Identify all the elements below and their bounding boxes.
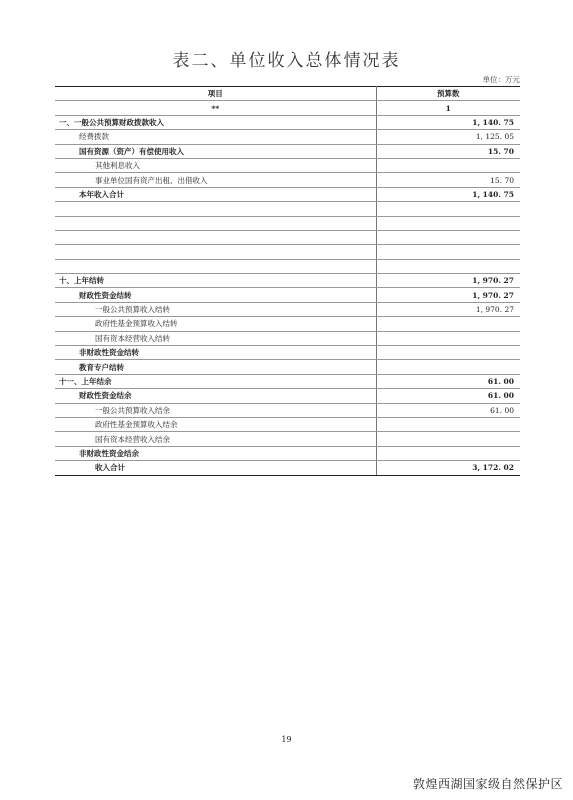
header-item: 项目: [55, 87, 376, 101]
header-budget: 预算数: [376, 87, 520, 101]
row-label: [55, 216, 376, 230]
row-label: [55, 259, 376, 273]
row-value: [376, 446, 520, 460]
table-row: [55, 331, 520, 345]
row-value: [376, 245, 520, 259]
footer-organization: 敦煌西湖国家级自然保护区: [412, 777, 563, 791]
row-label: 国有资本经营收入结余: [55, 432, 376, 446]
row-label: 政府性基金预算收入结转: [55, 317, 376, 331]
table-row: [55, 115, 520, 129]
row-value: [376, 417, 520, 431]
table-row: [55, 302, 520, 316]
table-row: [55, 274, 520, 288]
row-label: 教育专户结转: [55, 360, 376, 374]
row-label: 其他利息收入: [55, 158, 376, 172]
row-value: 1, 970. 27: [376, 302, 520, 316]
subheader-budget: 1: [376, 101, 520, 115]
table-row: [55, 374, 520, 388]
row-value: [376, 432, 520, 446]
row-value: 1, 125. 05: [376, 130, 520, 144]
row-label: 事业单位国有资产出租、出借收入: [55, 173, 376, 187]
row-value: 1, 970. 27: [376, 288, 520, 302]
row-value: [376, 259, 520, 273]
row-value: [376, 230, 520, 244]
row-label: [55, 202, 376, 216]
table-row: [55, 432, 520, 446]
row-value: [376, 317, 520, 331]
row-value: [376, 202, 520, 216]
table-row: [55, 158, 520, 172]
row-label: 国有资本经营收入结转: [55, 331, 376, 345]
row-value: [376, 331, 520, 345]
row-label: 经费拨款: [55, 130, 376, 144]
row-label: 一般公共预算收入结余: [55, 403, 376, 417]
row-label: 一般公共预算收入结转: [55, 302, 376, 316]
page-number: 19: [281, 735, 292, 744]
unit-label: 单位：万元: [482, 75, 520, 84]
row-value: 3, 172. 02: [376, 461, 520, 475]
table-row: [55, 144, 520, 158]
row-label: 十、上年结转: [55, 274, 376, 288]
table-row: [55, 288, 520, 302]
table-row: [55, 216, 520, 230]
table-row: [55, 317, 520, 331]
table-subheader-row: [55, 101, 520, 115]
table-row: [55, 202, 520, 216]
table-row: [55, 403, 520, 417]
row-value: 1, 140. 75: [376, 187, 520, 201]
table-row: [55, 187, 520, 201]
subheader-item: **: [55, 101, 376, 115]
row-label: 非财政性资金结余: [55, 446, 376, 460]
table-header-row: [55, 87, 520, 101]
table-row: [55, 130, 520, 144]
table-row: [55, 245, 520, 259]
row-value: 61. 00: [376, 374, 520, 388]
table-row: [55, 346, 520, 360]
table-row: [55, 461, 520, 475]
row-label: 非财政性资金结转: [55, 346, 376, 360]
row-label: 一、一般公共预算财政拨款收入: [55, 115, 376, 129]
row-value: [376, 158, 520, 172]
row-label: 财政性资金结余: [55, 389, 376, 403]
income-summary-table: [55, 86, 520, 476]
row-value: 1, 140. 75: [376, 115, 520, 129]
page-title: 表二、单位收入总体情况表: [172, 51, 401, 71]
table-row: [55, 173, 520, 187]
row-label: 国有资源（资产）有偿使用收入: [55, 144, 376, 158]
row-label: 本年收入合计: [55, 187, 376, 201]
row-label: 十一、上年结余: [55, 374, 376, 388]
table-row: [55, 360, 520, 374]
table-row: [55, 259, 520, 273]
row-label: [55, 245, 376, 259]
row-value: [376, 346, 520, 360]
row-value: [376, 360, 520, 374]
row-value: 61. 00: [376, 403, 520, 417]
row-value: 1, 970. 27: [376, 274, 520, 288]
row-label: 财政性资金结转: [55, 288, 376, 302]
table-row: [55, 230, 520, 244]
row-value: 61. 00: [376, 389, 520, 403]
table-row: [55, 417, 520, 431]
row-value: 15. 70: [376, 144, 520, 158]
row-label: 政府性基金预算收入结余: [55, 417, 376, 431]
row-value: 15. 70: [376, 173, 520, 187]
row-value: [376, 216, 520, 230]
row-label: 收入合计: [55, 461, 376, 475]
row-label: [55, 230, 376, 244]
table-row: [55, 446, 520, 460]
table-row: [55, 389, 520, 403]
